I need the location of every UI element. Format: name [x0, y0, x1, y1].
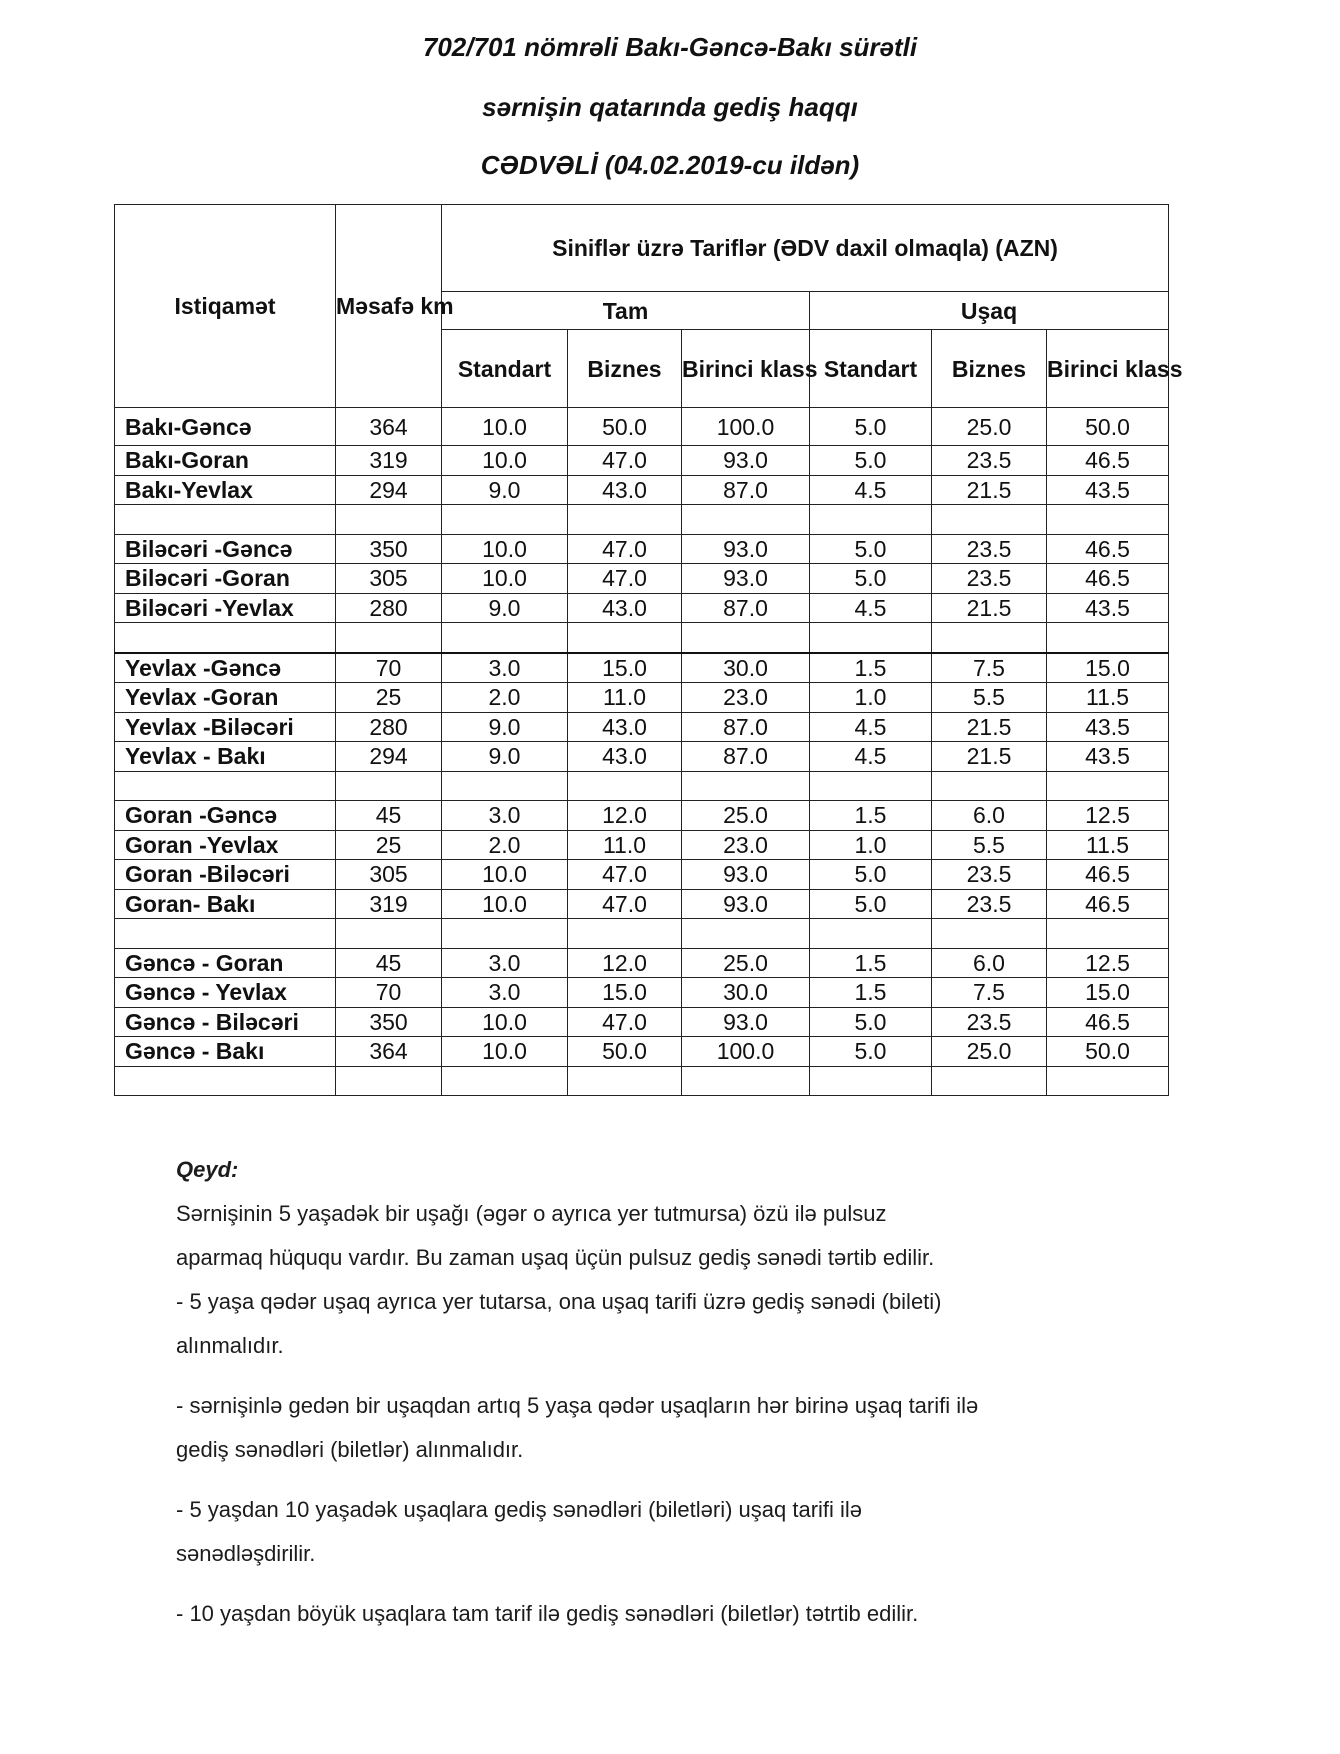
- empty-cell: [682, 505, 810, 535]
- fare-cell: 3.0: [442, 653, 568, 683]
- fare-cell: 23.5: [932, 534, 1047, 564]
- fare-cell: 23.0: [682, 830, 810, 860]
- fare-cell: 7.5: [932, 978, 1047, 1008]
- header-full-fare: Tam: [442, 292, 810, 330]
- header-child-fare: Uşaq: [810, 292, 1169, 330]
- fare-cell: 21.5: [932, 475, 1047, 505]
- empty-cell: [810, 771, 932, 801]
- route-cell: Gəncə - Goran: [115, 948, 336, 978]
- fare-cell: 43.0: [568, 742, 682, 772]
- fare-cell: 15.0: [1047, 978, 1169, 1008]
- empty-cell: [932, 771, 1047, 801]
- fare-cell: 93.0: [682, 446, 810, 476]
- notes-line: alınmalıdır.: [176, 1333, 284, 1358]
- notes-line: sənədləşdirilir.: [176, 1541, 316, 1566]
- empty-cell: [682, 623, 810, 653]
- fare-cell: 47.0: [568, 534, 682, 564]
- fare-cell: 23.5: [932, 1007, 1047, 1037]
- table-row: [115, 534, 1169, 564]
- fare-cell: 1.5: [810, 948, 932, 978]
- empty-cell: [1047, 919, 1169, 949]
- header-child-standard: Standart: [810, 330, 932, 408]
- route-cell: Yevlax -Gəncə: [115, 653, 336, 683]
- empty-cell: [336, 1066, 442, 1096]
- route-cell: Goran -Biləcəri: [115, 860, 336, 890]
- fare-cell: 7.5: [932, 653, 1047, 683]
- empty-cell: [336, 919, 442, 949]
- distance-cell: 305: [336, 564, 442, 594]
- empty-cell: [932, 505, 1047, 535]
- table-row: [115, 742, 1169, 772]
- fare-cell: 5.0: [810, 1007, 932, 1037]
- table-row: [115, 683, 1169, 713]
- empty-cell: [1047, 771, 1169, 801]
- fare-cell: 43.5: [1047, 742, 1169, 772]
- fare-cell: 11.0: [568, 683, 682, 713]
- document-title-line-3: CƏDVƏLİ (04.02.2019-cu ildən): [480, 150, 860, 180]
- distance-cell: 364: [336, 1037, 442, 1067]
- fare-cell: 5.0: [810, 860, 932, 890]
- blank-separator-row: [115, 505, 1169, 535]
- fare-cell: 10.0: [442, 408, 568, 446]
- fare-cell: 87.0: [682, 712, 810, 742]
- distance-cell: 294: [336, 475, 442, 505]
- route-cell: Gəncə - Yevlax: [115, 978, 336, 1008]
- fare-cell: 4.5: [810, 593, 932, 623]
- fare-cell: 43.0: [568, 593, 682, 623]
- fare-cell: 11.5: [1047, 830, 1169, 860]
- notes-line: aparmaq hüququ vardır. Bu zaman uşaq üçün pulsuz gediş sənədi tərtib edilir.: [176, 1245, 935, 1270]
- fare-cell: 6.0: [932, 948, 1047, 978]
- route-cell: Bakı-Goran: [115, 446, 336, 476]
- fare-cell: 23.5: [932, 889, 1047, 919]
- fare-cell: 47.0: [568, 1007, 682, 1037]
- fare-cell: 12.5: [1047, 801, 1169, 831]
- empty-cell: [810, 505, 932, 535]
- fare-cell: 30.0: [682, 978, 810, 1008]
- distance-cell: 364: [336, 408, 442, 446]
- fare-cell: 93.0: [682, 534, 810, 564]
- notes-heading: Qeyd:: [176, 1157, 239, 1182]
- header-full-standard: Standart: [442, 330, 568, 408]
- blank-separator-row: [115, 1066, 1169, 1096]
- fare-cell: 93.0: [682, 564, 810, 594]
- fare-cell: 5.0: [810, 564, 932, 594]
- fare-cell: 5.0: [810, 446, 932, 476]
- fare-cell: 5.5: [932, 683, 1047, 713]
- notes-section: [176, 1148, 1136, 1636]
- fare-cell: 46.5: [1047, 1007, 1169, 1037]
- fare-cell: 1.5: [810, 653, 932, 683]
- fare-cell: 10.0: [442, 1007, 568, 1037]
- empty-cell: [932, 1066, 1047, 1096]
- table-row: [115, 889, 1169, 919]
- fare-cell: 4.5: [810, 742, 932, 772]
- fare-cell: 10.0: [442, 860, 568, 890]
- fare-cell: 100.0: [682, 408, 810, 446]
- fare-cell: 12.0: [568, 801, 682, 831]
- fare-cell: 10.0: [442, 446, 568, 476]
- empty-cell: [115, 505, 336, 535]
- empty-cell: [682, 771, 810, 801]
- fare-cell: 12.0: [568, 948, 682, 978]
- empty-cell: [568, 623, 682, 653]
- fare-cell: 2.0: [442, 683, 568, 713]
- header-distance: Məsafə km: [336, 205, 442, 408]
- distance-cell: 350: [336, 1007, 442, 1037]
- fare-cell: 1.0: [810, 830, 932, 860]
- header-full-first-class: Birinci klass: [682, 330, 810, 408]
- route-cell: Goran -Yevlax: [115, 830, 336, 860]
- fare-table: [114, 204, 1183, 1096]
- route-cell: Goran- Bakı: [115, 889, 336, 919]
- route-cell: Bakı-Yevlax: [115, 475, 336, 505]
- fare-cell: 3.0: [442, 801, 568, 831]
- fare-cell: 23.0: [682, 683, 810, 713]
- fare-cell: 43.0: [568, 475, 682, 505]
- distance-cell: 70: [336, 653, 442, 683]
- fare-cell: 21.5: [932, 712, 1047, 742]
- fare-cell: 46.5: [1047, 446, 1169, 476]
- fare-cell: 15.0: [568, 653, 682, 683]
- table-row: [115, 653, 1169, 683]
- blank-separator-row: [115, 919, 1169, 949]
- notes-line: Sərnişinin 5 yaşadək bir uşağı (əgər o ayrıca yer tutmursa) özü ilə pulsuz: [176, 1201, 887, 1226]
- fare-cell: 1.0: [810, 683, 932, 713]
- notes-line: - 10 yaşdan böyük uşaqlara tam tarif ilə gediş sənədləri (biletlər) tətrtib edilir.: [176, 1601, 919, 1626]
- fare-cell: 10.0: [442, 564, 568, 594]
- fare-cell: 46.5: [1047, 534, 1169, 564]
- table-row: [115, 712, 1169, 742]
- fare-cell: 87.0: [682, 742, 810, 772]
- fare-cell: 3.0: [442, 978, 568, 1008]
- empty-cell: [810, 623, 932, 653]
- empty-cell: [442, 623, 568, 653]
- route-cell: Yevlax -Goran: [115, 683, 336, 713]
- document-title-line-1: 702/701 nömrəli Bakı-Gəncə-Bakı sürətli: [422, 32, 918, 62]
- fare-cell: 11.5: [1047, 683, 1169, 713]
- distance-cell: 294: [336, 742, 442, 772]
- fare-cell: 21.5: [932, 593, 1047, 623]
- fare-cell: 50.0: [568, 408, 682, 446]
- fare-cell: 46.5: [1047, 860, 1169, 890]
- route-cell: Gəncə - Biləcəri: [115, 1007, 336, 1037]
- fare-cell: 47.0: [568, 889, 682, 919]
- fare-cell: 46.5: [1047, 564, 1169, 594]
- fare-cell: 21.5: [932, 742, 1047, 772]
- table-row: [115, 1007, 1169, 1037]
- fare-cell: 10.0: [442, 534, 568, 564]
- route-cell: Bakı-Gəncə: [115, 408, 336, 446]
- table-row: [115, 830, 1169, 860]
- route-cell: Yevlax -Biləcəri: [115, 712, 336, 742]
- route-cell: Goran -Gəncə: [115, 801, 336, 831]
- fare-cell: 30.0: [682, 653, 810, 683]
- fare-cell: 1.5: [810, 801, 932, 831]
- notes-line: gediş sənədləri (biletlər) alınmalıdır.: [176, 1437, 524, 1462]
- fare-cell: 25.0: [682, 801, 810, 831]
- fare-cell: 10.0: [442, 1037, 568, 1067]
- empty-cell: [1047, 505, 1169, 535]
- fare-cell: 25.0: [682, 948, 810, 978]
- empty-cell: [1047, 1066, 1169, 1096]
- empty-cell: [336, 623, 442, 653]
- empty-cell: [568, 1066, 682, 1096]
- notes-line: - sərnişinlə gedən bir uşaqdan artıq 5 yaşa qədər uşaqların hər birinə uşaq tarifi ilə: [176, 1393, 979, 1418]
- distance-cell: 70: [336, 978, 442, 1008]
- distance-cell: 305: [336, 860, 442, 890]
- fare-cell: 50.0: [1047, 1037, 1169, 1067]
- table-row: [115, 801, 1169, 831]
- distance-cell: 319: [336, 446, 442, 476]
- fare-cell: 23.5: [932, 860, 1047, 890]
- table-row: [115, 593, 1169, 623]
- fare-cell: 4.5: [810, 475, 932, 505]
- fare-cell: 1.5: [810, 978, 932, 1008]
- fare-cell: 15.0: [1047, 653, 1169, 683]
- empty-cell: [568, 771, 682, 801]
- fare-cell: 5.0: [810, 534, 932, 564]
- table-row: [115, 1037, 1169, 1067]
- fare-cell: 12.5: [1047, 948, 1169, 978]
- empty-cell: [810, 1066, 932, 1096]
- fare-cell: 15.0: [568, 978, 682, 1008]
- fare-cell: 25.0: [932, 408, 1047, 446]
- fare-cell: 47.0: [568, 564, 682, 594]
- route-cell: Biləcəri -Yevlax: [115, 593, 336, 623]
- blank-separator-row: [115, 623, 1169, 653]
- fare-cell: 5.5: [932, 830, 1047, 860]
- fare-cell: 43.5: [1047, 593, 1169, 623]
- empty-cell: [442, 919, 568, 949]
- header-full-business: Biznes: [568, 330, 682, 408]
- distance-cell: 319: [336, 889, 442, 919]
- fare-cell: 50.0: [1047, 408, 1169, 446]
- empty-cell: [568, 505, 682, 535]
- header-child-first-class: Birinci klass: [1047, 330, 1169, 408]
- fare-cell: 93.0: [682, 860, 810, 890]
- blank-separator-row: [115, 771, 1169, 801]
- empty-cell: [336, 505, 442, 535]
- header-direction: Istiqamət: [115, 205, 336, 408]
- table-row: [115, 408, 1169, 446]
- empty-cell: [336, 771, 442, 801]
- distance-cell: 280: [336, 712, 442, 742]
- fare-cell: 10.0: [442, 889, 568, 919]
- notes-line: - 5 yaşa qədər uşaq ayrıca yer tutarsa, ona uşaq tarifi üzrə gediş sənədi (bileti): [176, 1289, 942, 1314]
- fare-cell: 43.5: [1047, 475, 1169, 505]
- document-title-line-2: sərnişin qatarında gediş haqqı: [482, 92, 858, 122]
- route-cell: Gəncə - Bakı: [115, 1037, 336, 1067]
- route-cell: Yevlax - Bakı: [115, 742, 336, 772]
- distance-cell: 45: [336, 948, 442, 978]
- table-row: [115, 860, 1169, 890]
- header-tariffs: Siniflər üzrə Tariflər (ƏDV daxil olmaqla) (AZN): [442, 205, 1169, 292]
- fare-cell: 9.0: [442, 593, 568, 623]
- fare-cell: 43.0: [568, 712, 682, 742]
- fare-cell: 11.0: [568, 830, 682, 860]
- fare-cell: 93.0: [682, 889, 810, 919]
- fare-table-body: [115, 408, 1169, 1096]
- empty-cell: [115, 1066, 336, 1096]
- empty-cell: [932, 623, 1047, 653]
- route-cell: Biləcəri -Goran: [115, 564, 336, 594]
- empty-cell: [442, 1066, 568, 1096]
- fare-cell: 23.5: [932, 564, 1047, 594]
- distance-cell: 280: [336, 593, 442, 623]
- fare-cell: 4.5: [810, 712, 932, 742]
- empty-cell: [115, 771, 336, 801]
- fare-cell: 87.0: [682, 593, 810, 623]
- fare-cell: 100.0: [682, 1037, 810, 1067]
- fare-cell: 43.5: [1047, 712, 1169, 742]
- header-child-business: Biznes: [932, 330, 1047, 408]
- distance-cell: 45: [336, 801, 442, 831]
- table-row: [115, 475, 1169, 505]
- fare-cell: 47.0: [568, 860, 682, 890]
- fare-cell: 46.5: [1047, 889, 1169, 919]
- fare-cell: 2.0: [442, 830, 568, 860]
- fare-cell: 5.0: [810, 889, 932, 919]
- fare-cell: 9.0: [442, 475, 568, 505]
- fare-cell: 23.5: [932, 446, 1047, 476]
- fare-cell: 6.0: [932, 801, 1047, 831]
- fare-cell: 47.0: [568, 446, 682, 476]
- fare-cell: 9.0: [442, 742, 568, 772]
- empty-cell: [442, 771, 568, 801]
- fare-cell: 93.0: [682, 1007, 810, 1037]
- route-cell: Biləcəri -Gəncə: [115, 534, 336, 564]
- distance-cell: 25: [336, 830, 442, 860]
- fare-cell: 9.0: [442, 712, 568, 742]
- empty-cell: [115, 623, 336, 653]
- empty-cell: [568, 919, 682, 949]
- table-row: [115, 446, 1169, 476]
- table-row: [115, 564, 1169, 594]
- distance-cell: 350: [336, 534, 442, 564]
- fare-cell: 87.0: [682, 475, 810, 505]
- notes-line: - 5 yaşdan 10 yaşadək uşaqlara gediş sənədləri (biletləri) uşaq tarifi ilə: [176, 1497, 863, 1522]
- fare-cell: 50.0: [568, 1037, 682, 1067]
- empty-cell: [1047, 623, 1169, 653]
- fare-cell: 25.0: [932, 1037, 1047, 1067]
- empty-cell: [810, 919, 932, 949]
- table-row: [115, 978, 1169, 1008]
- empty-cell: [682, 919, 810, 949]
- fare-cell: 5.0: [810, 1037, 932, 1067]
- distance-cell: 25: [336, 683, 442, 713]
- table-row: [115, 948, 1169, 978]
- fare-cell: 3.0: [442, 948, 568, 978]
- empty-cell: [115, 919, 336, 949]
- empty-cell: [682, 1066, 810, 1096]
- empty-cell: [932, 919, 1047, 949]
- empty-cell: [442, 505, 568, 535]
- fare-cell: 5.0: [810, 408, 932, 446]
